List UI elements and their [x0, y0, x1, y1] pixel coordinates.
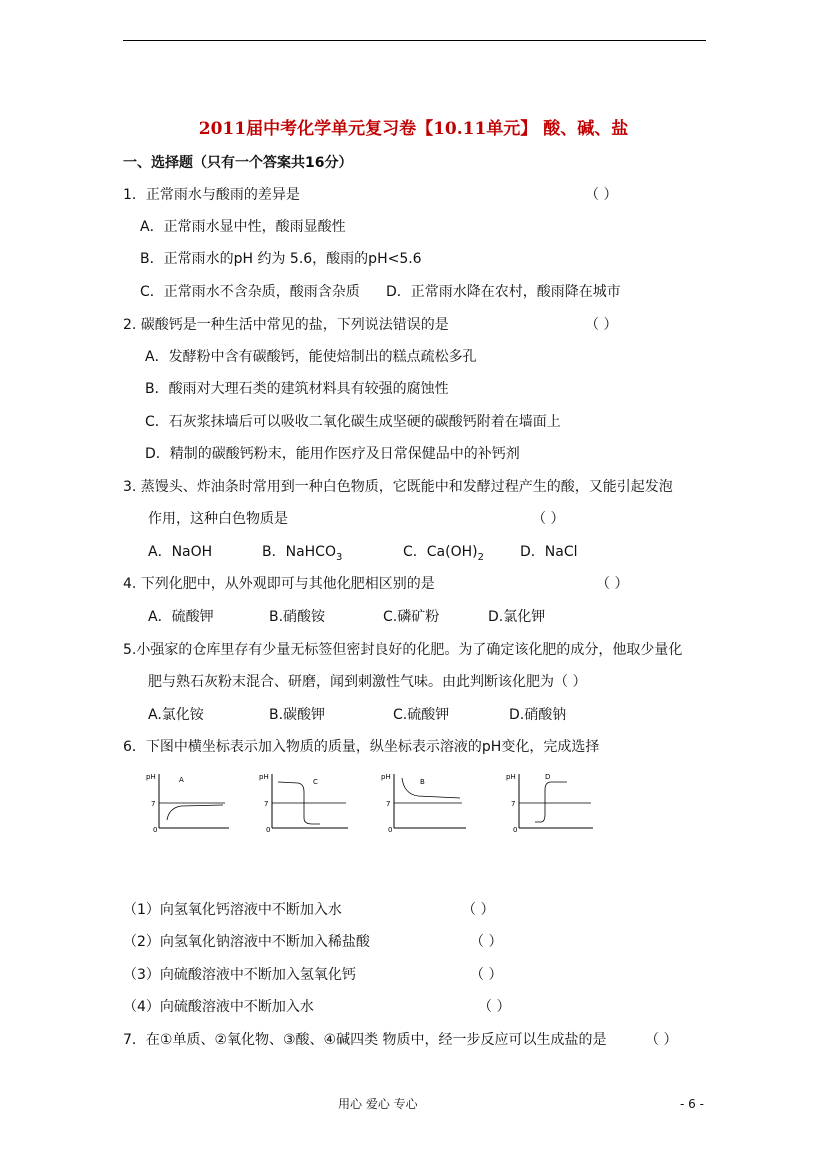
question-6-sub-1: （1）向氢氧化钙溶液中不断加入水	[123, 902, 342, 918]
page-title: 2011届中考化学单元复习卷【10.11单元】 酸、碱、盐	[198, 119, 629, 139]
question-5-option-c: C.硫酸钾	[393, 707, 450, 723]
question-3-option-a: A．NaOH	[148, 544, 213, 560]
question-5-stem-line2: 肥与熟石灰粉末混合、研磨，闻到刺激性气味。由此判断该化肥为（ ）	[148, 674, 587, 690]
graph-letter: D	[545, 773, 551, 781]
section-heading: 一、选择题（只有一个答案共16分）	[123, 155, 353, 171]
question-3-answer-blank[interactable]: （ ）	[532, 511, 565, 527]
origin-label: 0	[153, 826, 158, 834]
ph-curve	[535, 782, 567, 822]
question-6-stem: 6．下图中横坐标表示加入物质的质量，纵坐标表示溶液的pH变化，完成选择	[123, 739, 600, 755]
question-2-stem: 2. 碳酸钙是一种生活中常见的盐，下列说法错误的是	[123, 317, 449, 333]
question-6-sub-2: （2）向氢氧化钠溶液中不断加入稀盐酸	[123, 934, 370, 950]
question-2-option-b: B．酸雨对大理石类的建筑材料具有较强的腐蚀性	[145, 381, 449, 397]
question-6-sub-4: （4）向硫酸溶液中不断加入水	[123, 999, 314, 1015]
question-4-option-d: D.氯化钾	[488, 609, 546, 625]
graph-letter: A	[179, 776, 184, 784]
ph-axis-label: pH	[146, 773, 156, 781]
ph-curve	[167, 805, 223, 820]
question-1-option-a: A．正常雨水显中性，酸雨显酸性	[140, 219, 346, 235]
ph7-label: 7	[151, 800, 156, 808]
question-2-option-a: A．发酵粉中含有碳酸钙，能使焙制出的糕点疏松多孔	[145, 349, 477, 365]
ph7-label: 7	[386, 800, 391, 808]
footer-motto: 用心 爱心 专心	[338, 1097, 418, 1111]
question-6-sub-3-blank[interactable]: （ ）	[470, 967, 503, 983]
question-7-answer-blank[interactable]: （ ）	[645, 1032, 678, 1048]
question-4-option-c: C.磷矿粉	[383, 609, 440, 625]
ph7-label: 7	[264, 800, 269, 808]
ph-graph-d	[505, 770, 597, 834]
question-4-option-a: A．硫酸钾	[148, 609, 214, 625]
question-2-answer-blank[interactable]: （ ）	[585, 317, 618, 333]
question-1-stem: 1．正常雨水与酸雨的差异是	[123, 187, 300, 203]
question-5-option-b: B.碳酸钾	[269, 707, 326, 723]
origin-label: 0	[266, 826, 271, 834]
graph-letter: C	[313, 778, 318, 786]
ph7-label: 7	[511, 800, 516, 808]
question-3-option-b	[262, 541, 342, 563]
ph-axis-label: pH	[381, 773, 391, 781]
question-5-stem-line1: 5.小强家的仓库里存有少量无标签但密封良好的化肥。为了确定该化肥的成分，他取少量化	[123, 642, 683, 658]
question-1-answer-blank[interactable]: （ ）	[585, 187, 618, 203]
question-4-stem: 4. 下列化肥中，从外观即可与其他化肥相区别的是	[123, 576, 435, 592]
question-3-stem-line1: 3. 蒸馒头、炸油条时常用到一种白色物质，它既能中和发酵过程产生的酸，又能引起发泡	[123, 479, 673, 495]
ph-graph-b	[380, 770, 470, 834]
question-6-sub-3: （3）向硫酸溶液中不断加入氢氧化钙	[123, 967, 356, 983]
origin-label: 0	[388, 826, 393, 834]
header-rule	[123, 40, 706, 41]
page-number: - 6 -	[680, 1097, 704, 1111]
question-2-option-d: D．精制的碳酸钙粉末，能用作医疗及日常保健品中的补钙剂	[145, 446, 520, 462]
origin-label: 0	[513, 826, 518, 834]
ph-curve	[402, 778, 460, 798]
question-2-option-c: C．石灰浆抹墙后可以吸收二氧化碳生成坚硬的碳酸钙附着在墙面上	[145, 414, 561, 430]
formula-main: B．NaHCO	[262, 544, 336, 560]
formula-main: C．Ca(OH)	[403, 544, 478, 560]
question-3-option-c	[403, 541, 484, 563]
question-3-option-d: D．NaCl	[520, 544, 578, 560]
ph-graph-a	[145, 770, 235, 834]
question-5-option-d: D.硝酸钠	[509, 707, 567, 723]
question-5-option-a: A.氯化铵	[148, 707, 204, 723]
ph-axis-label: pH	[506, 773, 516, 781]
question-6-sub-1-blank[interactable]: （ ）	[462, 902, 495, 918]
question-1-option-b: B．正常雨水的pH 约为 5.6，酸雨的pH<5.6	[140, 251, 422, 267]
question-4-option-b: B.硝酸铵	[269, 609, 326, 625]
question-1-option-d: D．正常雨水降在农村，酸雨降在城市	[386, 284, 621, 300]
question-6-sub-2-blank[interactable]: （ ）	[470, 934, 503, 950]
formula-subscript: 2	[477, 551, 484, 563]
graph-letter: B	[420, 778, 425, 786]
ph-axis-label: pH	[259, 773, 269, 781]
question-3-stem-line2: 作用，这种白色物质是	[148, 511, 288, 527]
question-7-stem: 7．在①单质、②氧化物、③酸、④碱四类 物质中，经一步反应可以生成盐的是	[123, 1032, 607, 1048]
formula-subscript: 3	[335, 551, 343, 563]
question-6-sub-4-blank[interactable]: （ ）	[478, 999, 511, 1015]
ph-graph-c	[258, 770, 352, 834]
question-1-option-c: C．正常雨水不含杂质，酸雨含杂质	[140, 284, 360, 300]
question-4-answer-blank[interactable]: （ ）	[596, 576, 629, 592]
